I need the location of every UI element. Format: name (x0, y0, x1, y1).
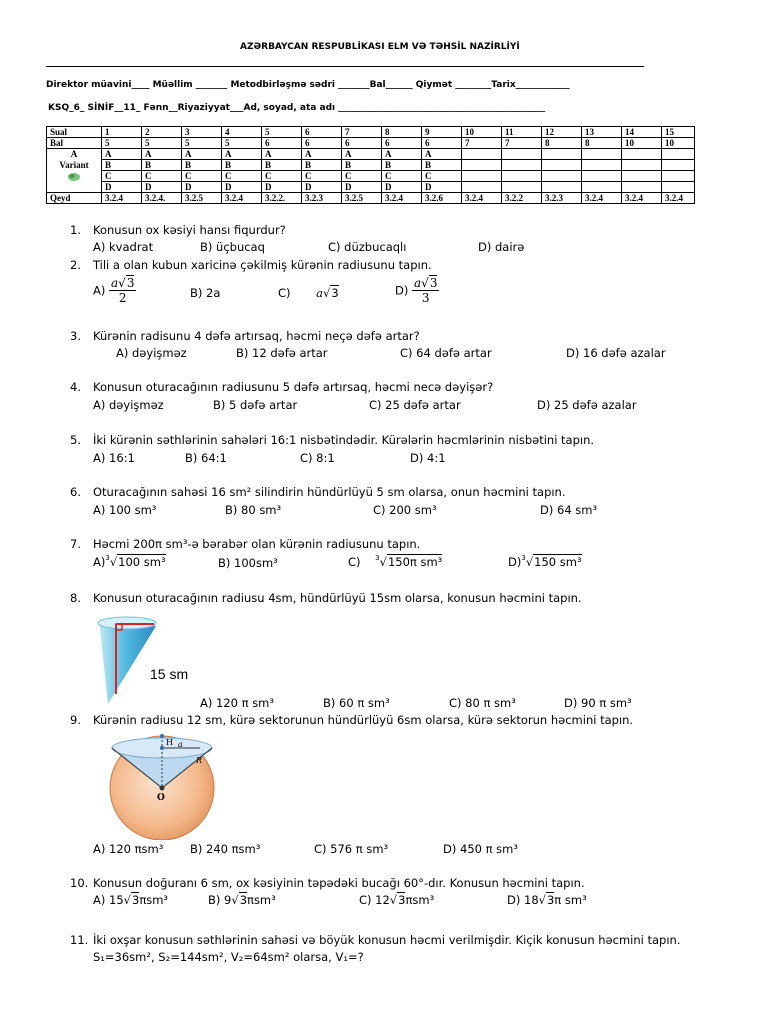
table-cell: A (382, 149, 422, 160)
q3-option-a: A) dəyişməz (116, 346, 187, 360)
q2-option-c: C) a√3 (278, 286, 339, 300)
table-cell: A (182, 149, 222, 160)
q6-option-b: B) 80 sm³ (225, 503, 282, 517)
q9-text: Kürənin radiusu 12 sm, kürə sektorunun hündürlüyü 6sm olarsa, kürə sektorun həcmini tapın. (93, 713, 634, 727)
q2-number: 2. (70, 258, 81, 272)
table-cell: C (262, 171, 302, 182)
table-row-bal (47, 138, 695, 149)
q4-option-c: C) 25 dəfə artar (369, 398, 461, 412)
sphere-sector-figure (104, 728, 236, 840)
table-cell: 3.2.2 (502, 193, 542, 204)
table-cell: 15 (662, 127, 695, 138)
q8-option-b: B) 60 π sm³ (323, 696, 390, 710)
table-cell (462, 149, 502, 160)
table-cell: 5 (102, 138, 142, 149)
q7-number: 7. (70, 537, 81, 551)
table-cell: 2 (142, 127, 182, 138)
table-row-variant-d (47, 182, 695, 193)
table-cell: C (302, 171, 342, 182)
table-cell: C (422, 171, 462, 182)
table-cell: C (382, 171, 422, 182)
table-cell: D (102, 182, 142, 193)
table-cell: 3.2.2. (262, 193, 302, 204)
q1-option-a: A) kvadrat (93, 240, 154, 254)
table-cell: B (422, 160, 462, 171)
q1-option-c: C) düzbucaqlı (328, 240, 407, 254)
q1-number: 1. (70, 223, 81, 237)
q10-text: Konusun doğuranı 6 sm, ox kəsiyinin təpədəki bucağı 60°-dır. Konusun həcmini tapın. (93, 876, 585, 890)
table-cell (462, 171, 502, 182)
table-cell: 5 (262, 127, 302, 138)
table-cell: 8 (542, 138, 582, 149)
table-cell: 7 (462, 138, 502, 149)
table-cell: B (182, 160, 222, 171)
q4-text: Konusun oturacağının radiusunu 5 dəfə artırsaq, həcmi necə dəyişər? (93, 380, 494, 394)
table-cell: 3.2.4. (142, 193, 182, 204)
score-table (46, 126, 695, 204)
q1-text: Konusun ox kəsiyi hansı fiqurdur? (93, 223, 286, 237)
header-line-teacher: Direktor müavini____ Müəllim _______ Metodbirləşmə sədri _______Bal______ Qiymət ________Tarix____________ (46, 80, 570, 90)
table-cell (662, 171, 695, 182)
q6-number: 6. (70, 485, 81, 499)
q3-option-c: C) 64 dəfə artar (400, 346, 492, 360)
table-cell: 5 (222, 138, 262, 149)
fig-label-R: R (196, 756, 203, 765)
label-variant: A Variant (47, 149, 102, 193)
table-cell: D (262, 182, 302, 193)
table-cell (502, 160, 542, 171)
table-cell: 3.2.5 (342, 193, 382, 204)
table-cell (542, 182, 582, 193)
table-row-sual (47, 127, 695, 138)
table-cell: A (142, 149, 182, 160)
table-cell (542, 171, 582, 182)
table-cell: 3.2.5 (182, 193, 222, 204)
fig-label-O: O (157, 793, 165, 803)
table-cell: A (262, 149, 302, 160)
table-cell: 10 (662, 138, 695, 149)
table-cell: 5 (182, 138, 222, 149)
table-cell: D (342, 182, 382, 193)
table-cell: D (182, 182, 222, 193)
q5-option-d: D) 4:1 (410, 451, 446, 465)
q5-option-b: B) 64:1 (185, 451, 227, 465)
label-bal: Bal (47, 138, 102, 149)
header-rule (46, 66, 644, 67)
table-cell (502, 171, 542, 182)
q10-option-c: C) 12√3πsm³ (359, 893, 435, 907)
table-cell (662, 149, 695, 160)
table-cell (502, 149, 542, 160)
q10-option-b: B) 9√3πsm³ (208, 893, 276, 907)
table-cell: A (102, 149, 142, 160)
table-cell: A (342, 149, 382, 160)
table-cell: 6 (302, 127, 342, 138)
table-cell (662, 182, 695, 193)
table-cell (622, 149, 662, 160)
table-cell (622, 182, 662, 193)
table-cell (542, 149, 582, 160)
table-cell: D (222, 182, 262, 193)
table-cell: 3.2.4 (222, 193, 262, 204)
table-cell: 3 (182, 127, 222, 138)
table-cell: 14 (622, 127, 662, 138)
table-cell: 3.2.3 (542, 193, 582, 204)
q2-text: Tili a olan kubun xaricinə çəkilmiş kürənin radiusunu tapın. (93, 258, 432, 272)
q2-option-b: B) 2a (190, 286, 221, 300)
table-cell: 10 (462, 127, 502, 138)
table-cell (582, 149, 622, 160)
q3-number: 3. (70, 329, 81, 343)
table-cell: 13 (582, 127, 622, 138)
q8-option-d: D) 90 π sm³ (564, 696, 632, 710)
header-line-class: KSQ_6_ SİNİF__11_ Fənn__Riyaziyyat___Ad, soyad, ata adı ______________________________________________ (48, 103, 546, 113)
table-cell: C (102, 171, 142, 182)
q6-text: Oturacağının sahəsi 16 sm² silindirin hündürlüyü 5 sm olarsa, onun həcmini tapın. (93, 485, 566, 499)
table-cell (622, 160, 662, 171)
table-cell: A (222, 149, 262, 160)
table-cell: 3.2.4 (622, 193, 662, 204)
table-cell: 3.2.3 (302, 193, 342, 204)
table-cell: 1 (102, 127, 142, 138)
cone-figure (96, 614, 206, 710)
q3-text: Kürənin radisunu 4 dəfə artırsaq, həcmi neçə dəfə artar? (93, 329, 420, 343)
q11-given: S₁=36sm², S₂=144sm², V₂=64sm² olarsa, V₁=? (93, 950, 364, 964)
fig-label-a: a (178, 740, 183, 749)
q2-option-a: A) $\frac{a√3}{2}$ (93, 276, 135, 305)
table-cell: 3.2.4 (102, 193, 142, 204)
table-cell: 4 (222, 127, 262, 138)
q8-option-c: C) 80 π sm³ (449, 696, 516, 710)
table-cell (582, 160, 622, 171)
table-cell: 6 (302, 138, 342, 149)
fig-label-H: H (166, 738, 173, 747)
q10-option-a: A) 15√3πsm³ (93, 893, 169, 907)
table-cell (582, 182, 622, 193)
table-cell: A (302, 149, 342, 160)
q8-number: 8. (70, 591, 81, 605)
q9-number: 9. (70, 713, 81, 727)
table-cell: B (302, 160, 342, 171)
q7-option-b: B) 100sm³ (218, 556, 278, 570)
table-cell: 3.2.4 (462, 193, 502, 204)
table-cell: C (182, 171, 222, 182)
table-cell: 3.2.6 (422, 193, 462, 204)
table-row-variant-b (47, 160, 695, 171)
table-cell: 8 (382, 127, 422, 138)
table-cell (542, 160, 582, 171)
q10-option-d: D) 18√3π sm³ (507, 893, 587, 907)
table-cell (462, 182, 502, 193)
q2-option-d: D) $\frac{a√3}{3}$ (395, 276, 438, 305)
label-qeyd: Qeyd (47, 193, 102, 204)
table-cell: B (222, 160, 262, 171)
table-cell: 3.2.4 (662, 193, 695, 204)
table-row-qeyd (47, 193, 695, 204)
q4-number: 4. (70, 380, 81, 394)
table-cell (582, 171, 622, 182)
label-sual: Sual (47, 127, 102, 138)
table-row-variant-c (47, 171, 695, 182)
q7-text: Həcmi 200π sm³-ə bərabər olan kürənin radiusunu tapın. (93, 537, 421, 551)
table-cell: 7 (502, 138, 542, 149)
table-cell: D (302, 182, 342, 193)
q4-option-a: A) dəyişməz (93, 398, 164, 412)
table-cell: A (422, 149, 462, 160)
table-cell: 9 (422, 127, 462, 138)
table-cell: 8 (582, 138, 622, 149)
table-cell (462, 160, 502, 171)
leaf-logo-icon (67, 171, 81, 183)
q8-option-a: A) 120 π sm³ (200, 696, 274, 710)
q9-option-b: B) 240 πsm³ (190, 842, 261, 856)
table-cell: D (422, 182, 462, 193)
table-cell: D (382, 182, 422, 193)
table-cell: 6 (422, 138, 462, 149)
q3-option-b: B) 12 dəfə artar (236, 346, 328, 360)
table-cell: 10 (622, 138, 662, 149)
table-cell: 7 (342, 127, 382, 138)
q4-option-b: B) 5 dəfə artar (213, 398, 298, 412)
q1-option-d: D) dairə (478, 240, 525, 254)
table-cell: C (342, 171, 382, 182)
q5-text: İki kürənin səthlərinin sahələri 16:1 nisbətindədir. Kürələrin həcmlərinin nisbətini tapın. (93, 433, 595, 447)
q5-option-c: C) 8:1 (300, 451, 335, 465)
table-cell (502, 182, 542, 193)
table-cell: 6 (262, 138, 302, 149)
q9-option-d: D) 450 π sm³ (443, 842, 518, 856)
q7-option-d: D)$^3$√150 sm³ (508, 554, 582, 569)
table-cell: C (142, 171, 182, 182)
table-cell: 12 (542, 127, 582, 138)
table-cell: 11 (502, 127, 542, 138)
q7-option-a: A)$^3$√100 sm³ (93, 554, 166, 569)
table-cell: D (142, 182, 182, 193)
q4-option-d: D) 25 dəfə azalar (537, 398, 637, 412)
table-cell: B (382, 160, 422, 171)
q10-number: 10. (70, 876, 89, 890)
q8-text: Konusun oturacağının radiusu 4sm, hündürlüyü 15sm olarsa, konusun həcmini tapın. (93, 591, 582, 605)
q5-number: 5. (70, 433, 81, 447)
q9-option-c: C) 576 π sm³ (314, 842, 389, 856)
q7-option-c: C) $^3$√150π sm³ (348, 554, 443, 569)
table-cell: B (142, 160, 182, 171)
table-cell: C (222, 171, 262, 182)
q6-option-a: A) 100 sm³ (93, 503, 157, 517)
q11-number: 11. (70, 933, 89, 947)
ministry-title: AZƏRBAYCAN RESPUBLİKASI ELM VƏ TƏHSİL NAZİRLİYİ (240, 42, 520, 52)
table-cell: 6 (342, 138, 382, 149)
table-cell: 6 (382, 138, 422, 149)
q11-text: İki oxşar konusun səthlərinin sahəsi və böyük konusun həcmi verilmişdir. Kiçik konusun həcmini tapın. (93, 933, 681, 947)
cone-height-label: 15 sm (150, 666, 189, 682)
table-cell: 3.2.4 (382, 193, 422, 204)
table-row-variant-a (47, 149, 695, 160)
table-cell: 3.2.4 (582, 193, 622, 204)
q3-option-d: D) 16 dəfə azalar (566, 346, 666, 360)
table-cell: B (262, 160, 302, 171)
table-cell: B (102, 160, 142, 171)
table-cell (622, 171, 662, 182)
q6-option-d: D) 64 sm³ (540, 503, 598, 517)
table-cell (662, 160, 695, 171)
q6-option-c: C) 200 sm³ (373, 503, 437, 517)
q9-option-a: A) 120 πsm³ (93, 842, 164, 856)
q5-option-a: A) 16:1 (93, 451, 135, 465)
table-cell: 5 (142, 138, 182, 149)
q1-option-b: B) üçbucaq (200, 240, 265, 254)
table-cell: B (342, 160, 382, 171)
